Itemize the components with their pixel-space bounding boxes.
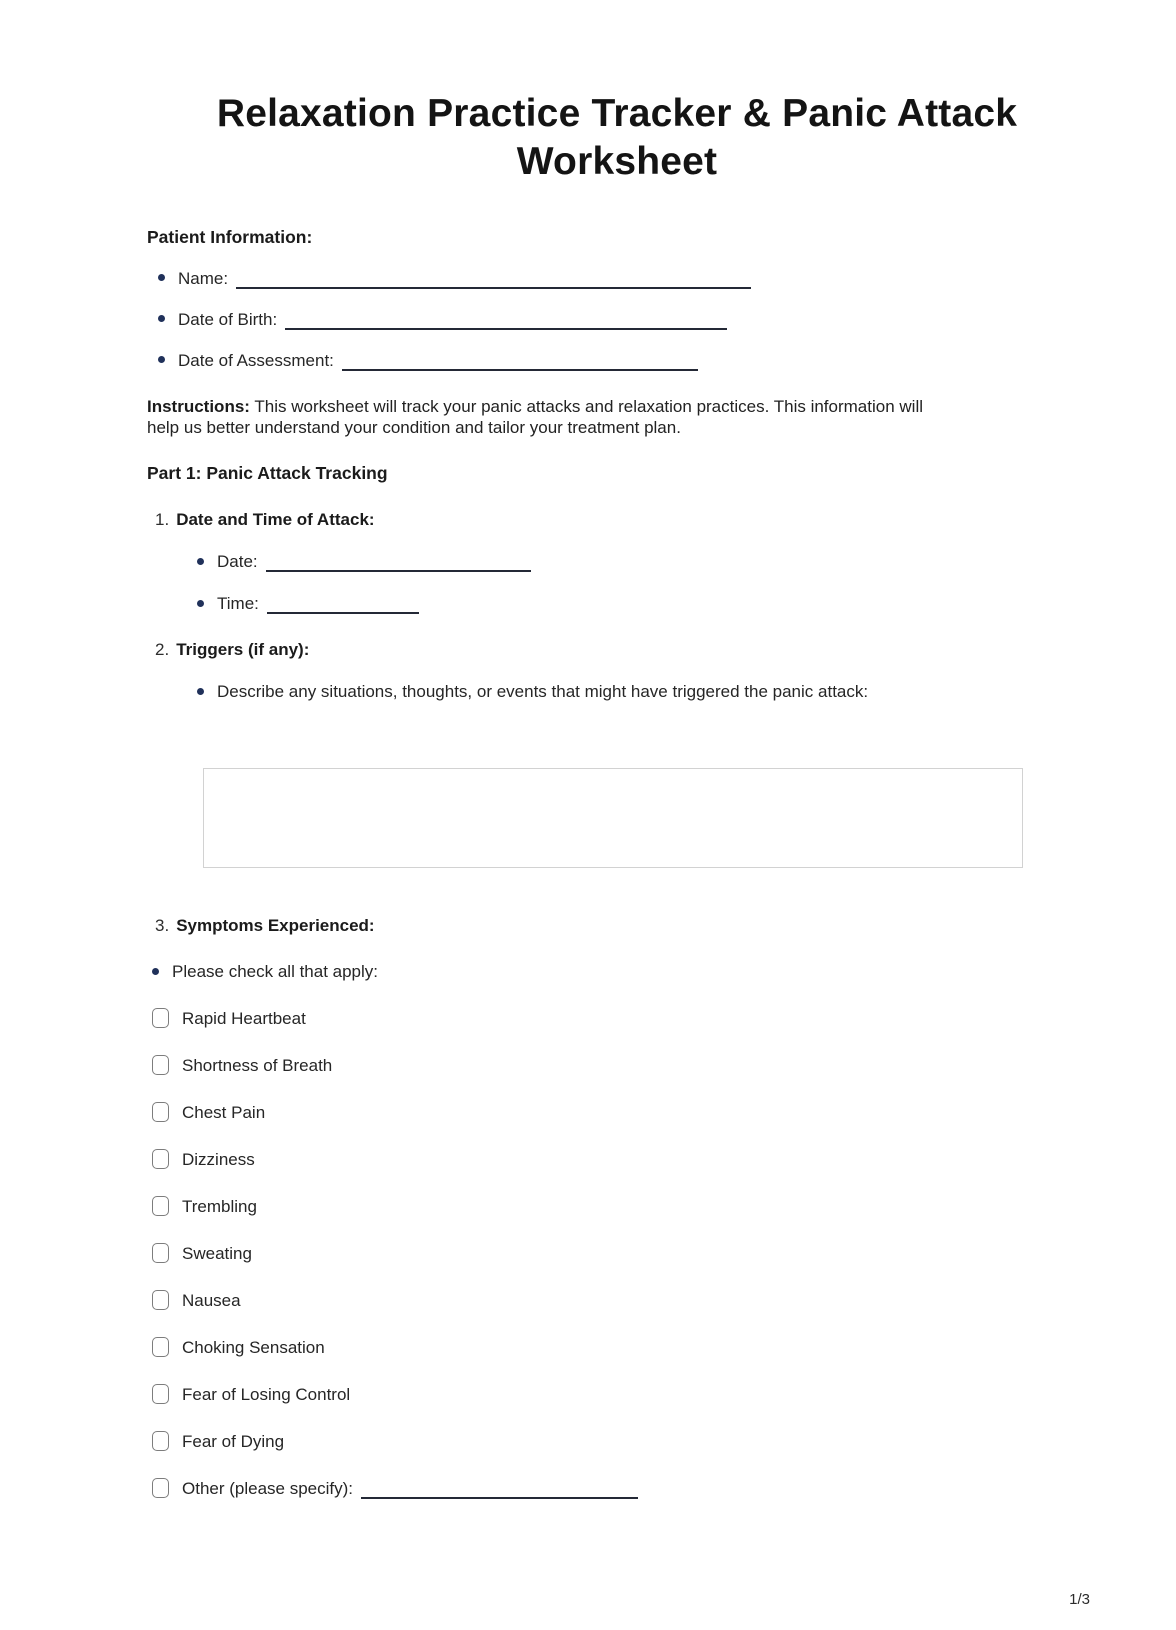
symptom-label: Nausea — [182, 1291, 241, 1311]
assessment-date-field-label: Date of Assessment: — [178, 350, 334, 370]
instructions-label: Instructions: — [147, 396, 250, 416]
page-title — [137, 90, 1097, 187]
symptom-checkbox[interactable] — [152, 1290, 169, 1310]
attack-date-label: Date: — [217, 552, 258, 572]
symptom-label: Fear of Dying — [182, 1432, 285, 1452]
symptom-checkbox[interactable] — [152, 1384, 169, 1404]
symptom-row-nausea — [152, 1291, 1086, 1311]
symptom-row-chest-pain — [152, 1103, 1086, 1123]
triggers-prompt-row — [197, 682, 1086, 702]
symptom-row-fear-of-dying — [152, 1432, 1086, 1452]
attack-date-input-line[interactable] — [266, 564, 531, 572]
symptom-row-fear-of-losing-control — [152, 1385, 1086, 1405]
symptom-checkbox[interactable] — [152, 1149, 169, 1169]
symptom-row-choking-sensation — [152, 1338, 1086, 1358]
symptom-row-shortness-of-breath — [152, 1056, 1086, 1076]
assessment-date-input-line[interactable] — [342, 363, 698, 371]
attack-time-row — [197, 594, 1086, 614]
symptom-row-dizziness — [152, 1150, 1086, 1170]
other-specify-input-line[interactable] — [361, 1491, 638, 1499]
symptom-checkbox[interactable] — [152, 1102, 169, 1122]
symptom-label: Dizziness — [182, 1150, 255, 1170]
bullet-icon — [197, 600, 204, 607]
question-1-number: 1. — [155, 510, 170, 530]
instructions-paragraph — [147, 396, 947, 440]
question-2-heading: Triggers (if any): — [176, 640, 310, 660]
symptom-label: Fear of Losing Control — [182, 1385, 351, 1405]
part1-heading: Part 1: Panic Attack Tracking — [147, 463, 388, 484]
bullet-icon — [158, 356, 165, 363]
symptom-other-label: Other (please specify): — [182, 1479, 354, 1499]
name-field-row — [158, 269, 1086, 289]
symptom-label: Rapid Heartbeat — [182, 1009, 306, 1029]
symptom-label: Choking Sensation — [182, 1338, 325, 1358]
symptom-label: Chest Pain — [182, 1103, 266, 1123]
page-title-line2: Worksheet — [516, 140, 718, 184]
symptom-checkbox[interactable] — [152, 1243, 169, 1263]
symptom-row-trembling — [152, 1197, 1086, 1217]
dob-field-row — [158, 310, 1086, 330]
attack-time-input-line[interactable] — [267, 606, 419, 614]
symptom-label: Shortness of Breath — [182, 1056, 333, 1076]
triggers-prompt-text: Describe any situations, thoughts, or events that might have triggered the panic attack: — [217, 682, 869, 702]
attack-time-label: Time: — [217, 594, 259, 614]
question-3-row — [155, 916, 1086, 936]
question-3-number: 3. — [155, 916, 170, 936]
symptom-row-sweating — [152, 1244, 1086, 1264]
page-number-indicator: 1/3 — [1069, 1591, 1090, 1608]
symptom-checkbox[interactable] — [152, 1196, 169, 1216]
question-1-heading: Date and Time of Attack: — [176, 510, 375, 530]
bullet-icon — [152, 968, 159, 975]
bullet-icon — [197, 688, 204, 695]
instructions-text: This worksheet will track your panic attacks and relaxation practices. This information will help us better understand your condition and tailor your treatment plan. — [147, 396, 923, 438]
symptom-checkbox-other[interactable] — [152, 1478, 169, 1498]
question-1-row — [155, 510, 1086, 530]
bullet-icon — [158, 315, 165, 322]
symptom-row-other — [152, 1479, 1086, 1499]
dob-input-line[interactable] — [285, 322, 727, 330]
dob-field-label: Date of Birth: — [178, 309, 278, 329]
name-field-label: Name: — [178, 268, 229, 288]
attack-date-row — [197, 552, 1086, 572]
question-2-row — [155, 640, 1086, 660]
symptom-label: Sweating — [182, 1244, 252, 1264]
symptom-checkbox[interactable] — [152, 1337, 169, 1357]
symptom-checkbox[interactable] — [152, 1055, 169, 1075]
symptom-row-rapid-heartbeat — [152, 1009, 1086, 1029]
question-3-heading: Symptoms Experienced: — [176, 916, 375, 936]
page-title-line1: Relaxation Practice Tracker & Panic Attack — [216, 92, 1018, 135]
symptom-label: Trembling — [182, 1197, 257, 1217]
bullet-icon — [158, 274, 165, 281]
assessment-date-field-row — [158, 351, 1086, 371]
symptoms-prompt-row — [152, 962, 1086, 982]
question-2-number: 2. — [155, 640, 170, 660]
bullet-icon — [197, 558, 204, 565]
symptoms-prompt-text: Please check all that apply: — [172, 962, 379, 982]
name-input-line[interactable] — [236, 281, 751, 289]
patient-information-heading: Patient Information: — [147, 226, 313, 247]
triggers-textarea[interactable] — [203, 768, 1023, 868]
symptom-checkbox[interactable] — [152, 1431, 169, 1451]
symptom-checkbox[interactable] — [152, 1008, 169, 1028]
